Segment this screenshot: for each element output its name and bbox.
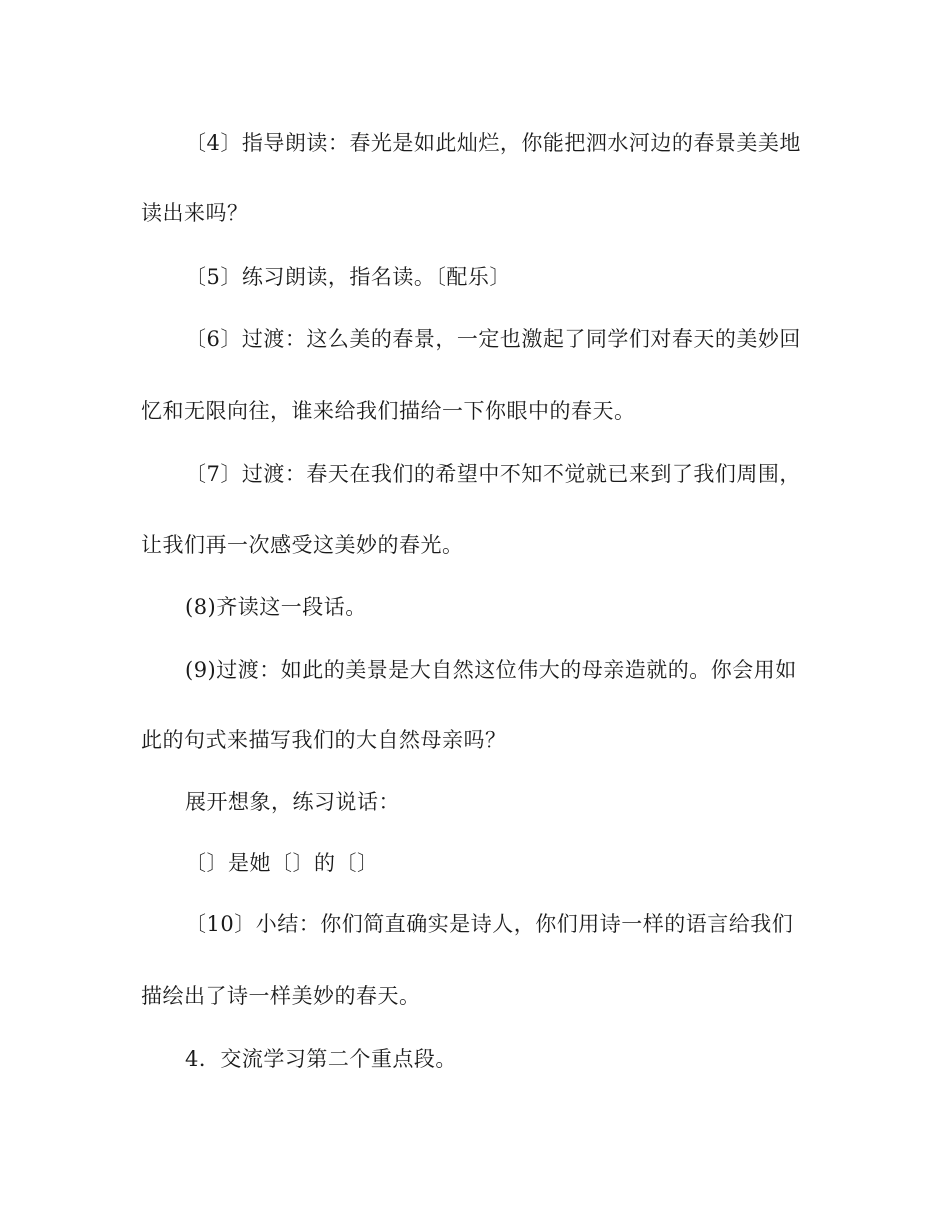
paragraph-4-line-2: 读出来吗？ [141,201,249,225]
paragraph-9-line-1: (9)过渡：如此的美景是大自然这位伟大的母亲造就的。你会用如 [185,658,797,682]
paragraph-10-line-2: 描绘出了诗一样美妙的春天。 [141,984,421,1008]
paragraph-9-line-2: 此的句式来描写我们的大自然母亲吗？ [141,728,507,752]
paragraph-7-line-2: 让我们再一次感受这美妙的春光。 [141,533,464,557]
paragraph-6-line-2: 忆和无限向往，谁来给我们描给一下你眼中的春天。 [141,399,636,423]
section-4-heading: 4．交流学习第二个重点段。 [185,1047,457,1071]
paragraph-5: 〔5〕练习朗读，指名读。〔配乐〕 [185,265,511,289]
paragraph-4-line-1: 〔4〕指导朗读：春光是如此灿烂，你能把泗水河边的春景美美地 [185,131,801,155]
paragraph-10-line-1: 〔10〕小结：你们简直确实是诗人，你们用诗一样的语言给我们 [185,912,794,936]
paragraph-6-line-1: 〔6〕过渡：这么美的春景，一定也激起了同学们对春天的美妙回 [185,327,801,351]
paragraph-imagine: 展开想象，练习说话： [185,790,400,814]
paragraph-8: (8)齐读这一段话。 [185,595,367,619]
paragraph-pattern: 〔〕是她〔〕的〔〕 [185,851,379,875]
paragraph-7-line-1: 〔7〕过渡：春天在我们的希望中不知不觉就已来到了我们周围， [185,462,801,486]
